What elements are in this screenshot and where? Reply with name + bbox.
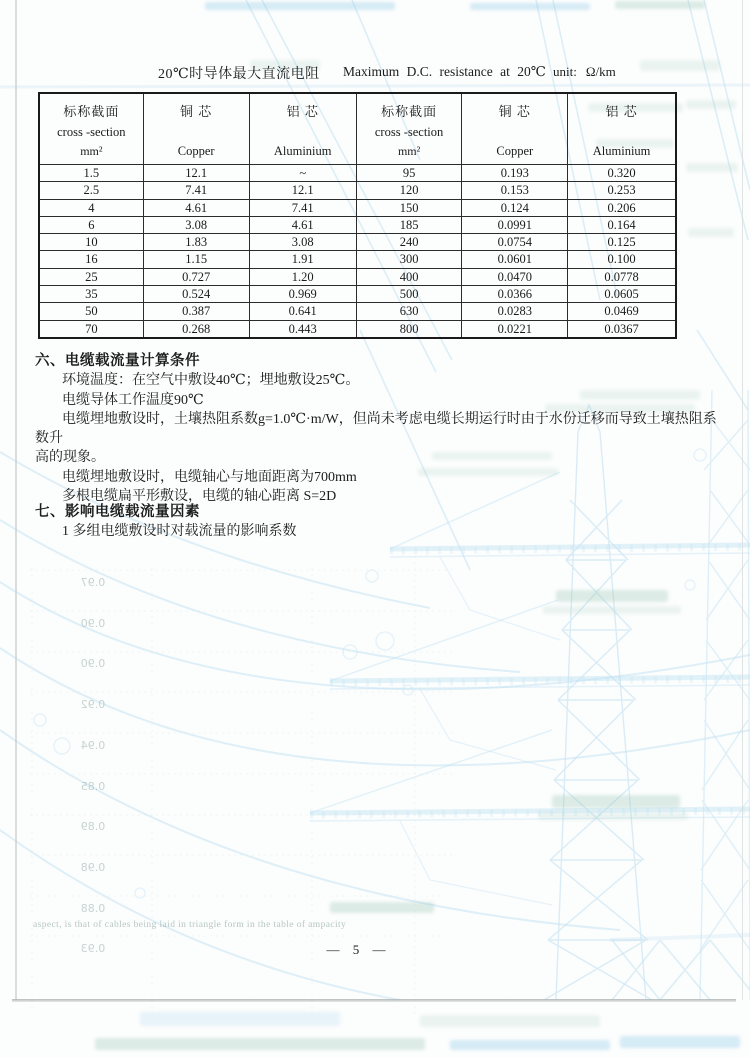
table-cell: 4.61 <box>249 216 356 233</box>
table-row <box>39 182 676 199</box>
header-label: 标称截面 <box>63 104 120 119</box>
header-label: 铝 芯 <box>605 104 638 119</box>
bleed-number: 0.90 <box>80 657 106 671</box>
table-cell: 12.1 <box>143 165 249 182</box>
resistance-table <box>38 92 677 339</box>
table-row <box>39 199 676 216</box>
table-cell: 16 <box>39 251 143 268</box>
table-cell: 0.0221 <box>462 320 568 338</box>
table-cell: 0.100 <box>568 251 676 268</box>
bleed-number: 0.94 <box>80 738 106 752</box>
bleed-number: 0.93 <box>80 942 106 956</box>
header-label: 铝 芯 <box>286 104 319 119</box>
table-row <box>39 216 676 233</box>
header-copper <box>462 93 568 165</box>
bleed-number: 0.88 <box>80 901 106 915</box>
table-row <box>39 286 676 303</box>
table-row <box>39 268 676 285</box>
section-6 <box>35 352 719 506</box>
table-cell: 25 <box>39 268 143 285</box>
header-copper <box>143 93 249 165</box>
table-cell: 0.0367 <box>568 320 676 338</box>
table-cell: 1.15 <box>143 251 249 268</box>
header-aluminium <box>249 93 356 165</box>
table-cell: 0.387 <box>143 303 249 320</box>
header-label: 铜 芯 <box>498 104 531 119</box>
table-cell: 12.1 <box>249 182 356 199</box>
section-6-line: 多根电缆扁平形敷设，电缆的轴心距离 S=2D <box>62 489 337 505</box>
section-7-heading: 七、影响电缆载流量因素 <box>35 504 200 520</box>
unit-label: unit: <box>553 64 577 79</box>
resistance-table-body <box>39 165 676 338</box>
table-cell: 0.0991 <box>462 216 568 233</box>
unit-note <box>553 64 616 80</box>
section-6-line: 电缆埋地敷设时，电缆轴心与地面距离为700mm <box>62 469 357 485</box>
table-cell: 0.268 <box>143 320 249 338</box>
table-cell: 1.83 <box>143 234 249 251</box>
table-cell: 1.91 <box>249 251 356 268</box>
header-label: mm² <box>397 144 421 158</box>
table-cell: 400 <box>356 268 462 285</box>
table-cell: 0.0366 <box>462 286 568 303</box>
table-cell: 0.0469 <box>568 303 676 320</box>
section-6-line: 电缆埋地敷设时，土壤热阻系数g=1.0℃·m/W，但尚未考虑电缆长期运行时由于水份迁移而导致土壤热阻系数升 <box>35 411 717 447</box>
bleed-sentence: aspect, is that of cables being laid in triangle form in the table of ampacity <box>33 920 347 930</box>
header-label: Copper <box>496 144 534 158</box>
table-cell: 300 <box>356 251 462 268</box>
header-label: Copper <box>177 144 215 158</box>
header-label: 铜 芯 <box>180 104 213 119</box>
header-label: cross -section <box>374 124 444 139</box>
page-number: — 5 — <box>326 942 386 957</box>
table-cell: 6 <box>39 216 143 233</box>
header-label: mm² <box>80 144 103 158</box>
table-cell: 0.0754 <box>462 234 568 251</box>
header-cross-section <box>356 93 462 165</box>
section-6-heading: 六、电缆载流量计算条件 <box>35 353 200 369</box>
table-cell: 1.20 <box>249 268 356 285</box>
table-cell: 0.524 <box>143 286 249 303</box>
table-cell: 10 <box>39 234 143 251</box>
bleed-number: 0.89 <box>80 820 106 834</box>
table-cell: 95 <box>356 165 462 182</box>
table-cell: 0.0470 <box>462 268 568 285</box>
table-cell: ~ <box>249 165 356 182</box>
table-cell: 2.5 <box>39 182 143 199</box>
table-cell: 150 <box>356 199 462 216</box>
table-cell: 3.08 <box>143 216 249 233</box>
table-cell: 35 <box>39 286 143 303</box>
table-cell: 0.969 <box>249 286 356 303</box>
header-aluminium <box>568 93 676 165</box>
table-cell: 4 <box>39 199 143 216</box>
table-cell: 0.153 <box>462 182 568 199</box>
table-cell: 120 <box>356 182 462 199</box>
table-cell: 0.0601 <box>462 251 568 268</box>
table-cell: 7.41 <box>143 182 249 199</box>
bleed-number: 0.92 <box>80 698 106 712</box>
table-cell: 0.727 <box>143 268 249 285</box>
table-cell: 0.320 <box>568 165 676 182</box>
table-cell: 0.0283 <box>462 303 568 320</box>
table-title-en: Maximum D.C. resistance at 20℃ <box>343 64 546 79</box>
table-cell: 0.164 <box>568 216 676 233</box>
section-7-line: 1 多组电缆敷设时对载流量的影响系数 <box>62 524 297 540</box>
table-cell: 500 <box>356 286 462 303</box>
table-row <box>39 234 676 251</box>
section-6-line: 高的现象。 <box>35 450 105 466</box>
table-cell: 0.0605 <box>568 286 676 303</box>
header-cross-section <box>39 93 143 165</box>
table-cell: 0.125 <box>568 234 676 251</box>
table-row <box>39 303 676 320</box>
table-cell: 800 <box>356 320 462 338</box>
table-cell: 0.253 <box>568 182 676 199</box>
unit-value: Ω/km <box>585 64 616 79</box>
bleed-number: 0.98 <box>80 860 106 874</box>
table-cell: 0.193 <box>462 165 568 182</box>
table-cell: 0.124 <box>462 199 568 216</box>
table-header-row <box>39 93 676 165</box>
table-row <box>39 320 676 338</box>
header-label: Aluminium <box>273 144 332 158</box>
header-label: Aluminium <box>592 144 651 158</box>
bleed-number: 0.97 <box>80 576 106 589</box>
table-cell: 0.0778 <box>568 268 676 285</box>
bleed-number: 0.85 <box>80 779 106 793</box>
table-cell: 1.5 <box>39 165 143 182</box>
table-cell: 630 <box>356 303 462 320</box>
section-6-line: 环境温度：在空气中敷设40℃；埋地敷设25℃。 <box>62 373 360 389</box>
table-cell: 70 <box>39 320 143 338</box>
table-cell: 4.61 <box>143 199 249 216</box>
table-cell: 50 <box>39 303 143 320</box>
table-cell: 0.443 <box>249 320 356 338</box>
table-row <box>39 251 676 268</box>
table-cell: 240 <box>356 234 462 251</box>
table-cell: 0.206 <box>568 199 676 216</box>
table-cell: 3.08 <box>249 234 356 251</box>
header-label: cross -section <box>57 124 126 139</box>
table-title-zh: 20℃时导体最大直流电阻 <box>158 67 320 82</box>
table-row <box>39 165 676 182</box>
table-cell: 185 <box>356 216 462 233</box>
table-cell: 0.641 <box>249 303 356 320</box>
section-6-line: 电缆导体工作温度90℃ <box>62 392 204 408</box>
section-7 <box>35 503 719 542</box>
header-label: 标称截面 <box>381 104 438 119</box>
bleed-number: 0.90 <box>80 616 106 630</box>
table-cell: 7.41 <box>249 199 356 216</box>
